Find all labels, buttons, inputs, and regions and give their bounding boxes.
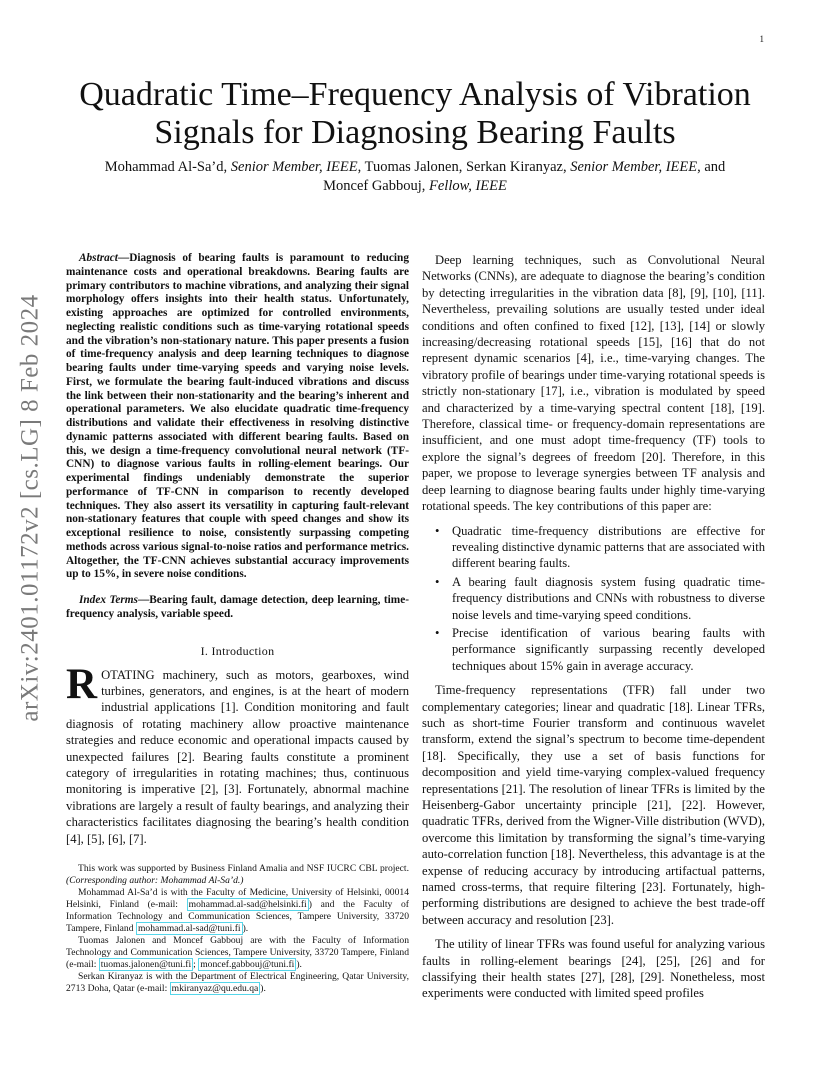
arxiv-watermark (0, 294, 62, 722)
right-paragraph-1: Deep learning techniques, such as Convolutional Neural Networks (CNNs), are adequate to diagnose the bearing’s condition by detecting irregularities in the vibration data [8], [9], [10], [11]. Nevertheless, prevailing solutions are usually tested under ideal conditions and often confined to fixed [12], [13], [14] or slowly increasing/decreasing rotational speeds [15], [16] that do not represent dynamic scenarios [4], i.e., time-varying changes. The vibratory profile of bearings under time-varying rotational speeds is strictly non-stationary [17], i.e., vibration is modulated by speed and characterized by a time-varying spectral content [18], [19]. Therefore, classical time- or frequency-domain representations are insufficient, and one must adopt time-frequency (TF) tools to explore the signal’s degrees of freedom [20]. Therefore, in this paper, we propose to leverage synergies between TF analysis and deep learning to diagnose bearing faults under highly time-varying rotational speeds. The key contributions of this paper are: (422, 253, 765, 514)
abstract-label: Abstract (79, 252, 118, 264)
email-link[interactable]: mohammad.al-sad@tuni.fi (137, 922, 241, 934)
intro-paragraph-1 (66, 660, 409, 847)
list-item-text: A bearing fault diagnosis system fusing quadratic time-frequency distributions and CNNs with robustness to diverse noise levels and time-varying speed conditions. (452, 574, 765, 622)
arxiv-id: arXiv:2401.01172v2 [cs.LG] 8 Feb 2024 (17, 294, 44, 722)
list-item (422, 523, 765, 572)
email-link[interactable]: moncef.gabbouj@tuni.fi (200, 958, 295, 970)
footnote-author-1-text-2: ) and the Faculty of Information Technology and Communication Sciences, Tampere University, 33720 Tampere, Finland (66, 898, 409, 934)
index-terms (66, 594, 409, 622)
author-4-role: Fellow, IEEE (429, 178, 507, 194)
footnote-author-3 (66, 971, 409, 995)
author-and: , and (697, 159, 726, 175)
list-item-text: Precise identification of various bearing faults with performance significantly surpassing recently developed techniques about 15% gain in average accuracy. (452, 625, 765, 673)
abstract (66, 252, 409, 582)
list-item (422, 574, 765, 623)
footnote-author-1 (66, 887, 409, 935)
footnote-author-2 (66, 935, 409, 971)
right-column (422, 252, 765, 1002)
author-list (70, 158, 760, 196)
left-column (66, 252, 409, 995)
drop-cap: R (66, 660, 98, 708)
author-1: Mohammad Al-Sa’d, (104, 159, 231, 175)
footnote-author-2-text-2: ). (296, 958, 302, 970)
abstract-text: —Diagnosis of bearing faults is paramount to reducing maintenance costs and operational breakdowns. Bearing faults are primary contributors to machine vibrations, and analyzing their signal morphology offers insights into their health status. Unfortunately, existing approaches are optimized for controlled environments, neglecting realistic conditions such as time-varying rotational speeds and the vibration’s non-stationary nature. This paper presents a fusion of time-frequency analysis and deep learning techniques to diagnose bearing faults under time-varying speeds and varying noise levels. First, we formulate the bearing fault-induced vibrations and discuss the link between their non-stationarity and the bearing’s inherent and operational parameters. We also elucidate quadratic time-frequency distributions and validate their effectiveness in resolving distinctive dynamic patterns associated with different bearing faults. Based on this, we design a time-frequency convolutional neural network (TF-CNN) to diagnose various faults in rolling-element bearings. Our experimental findings undeniably demonstrate the superior performance of TF-CNN in comparison to recently developed techniques. They also assert its versatility in capturing fault-relevant non-stationary features that couple with speed changes and show its exceptional resilience to noise, consistently surpassing competing methods across various signal-to-noise ratios and performance metrics. Altogether, the TF-CNN achieves substantial accuracy improvements up to 15%, in severe noise conditions. (66, 252, 409, 581)
footnote-corresponding: (Corresponding author: Mohammad Al-Sa’d.) (66, 874, 244, 886)
section-heading-introduction: I. Introduction (200, 643, 275, 658)
bullet-icon: • (435, 625, 440, 640)
email-link[interactable]: mkiranyaz@qu.edu.qa (171, 982, 259, 994)
author-4: Moncef Gabbouj, (323, 178, 430, 194)
bullet-icon: • (435, 574, 440, 589)
footnote-author-2-text: Tuomas Jalonen and Moncef Gabbouj are with the Faculty of Information Technology and Communication Sciences, Tampere University, 33720 Tampere, Finland (e-mail: (66, 934, 409, 970)
contributions-list (422, 523, 765, 675)
footnote-funding-text: This work was supported by Business Finland Amalia and NSF IUCRC CBL project. (78, 862, 409, 874)
right-paragraph-3: The utility of linear TFRs was found useful for analyzing various faults in rolling-element bearings [24], [25], [26] and for classifying their health states [27], [28], [29]. Nonetheless, most experiments were conducted with limited speed profiles (422, 937, 765, 1001)
title-line-2: Signals for Diagnosing Bearing Faults (154, 114, 676, 151)
author-2-3: , Tuomas Jalonen, Serkan Kiranyaz, (357, 159, 571, 175)
paper-title (60, 76, 770, 152)
index-terms-text: —Bearing fault, damage detection, deep learning, time-frequency analysis, variable speed. (66, 594, 409, 620)
footnotes (66, 863, 409, 995)
footnote-author-1-text: Mohammad Al-Sa’d is with the Faculty of Medicine, University of Helsinki, 00014 Helsinki, Finland (e-mail: (66, 886, 409, 910)
email-link[interactable]: tuomas.jalonen@tuni.fi (100, 958, 192, 970)
footnote-author-3-text: Serkan Kiranyaz is with the Department of Electrical Engineering, Qatar University, 2713 Doha, Qatar (e-mail: (66, 970, 409, 994)
list-item (422, 625, 765, 674)
right-paragraph-2: Time-frequency representations (TFR) fall under two complementary categories; linear and quadratic [18]. Linear TFRs, such as short-time Fourier transform and continuous wavelet transform, extend the signal’s spectrum to become time-dependent [18]. Specifically, they use a set of basis functions for decomposition and yield time-varying complex-valued frequency representations [21]. The resolution of linear TFRs is limited by the Heisenberg-Gabor uncertainty principle [21], [22]. However, quadratic TFRs, derived from the Wigner-Ville distribution (WVD), overcome this limitation by transforming the signal’s time-varying auto-correlation function [18]. Nevertheless, this advantage is at the expense of reducing accuracy by introducing artifactual patterns, named cross-terms, that require filtering [23]. Fortunately, high-performing distributions are designed to achieve the best trade-off between accuracy and resolution [23]. (422, 683, 765, 927)
title-line-1: Quadratic Time–Frequency Analysis of Vibration (79, 76, 751, 113)
page-number: 1 (759, 34, 764, 44)
footnote-author-3-text-2: ). (260, 982, 266, 994)
list-item-text: Quadratic time-frequency distributions are effective for revealing distinctive dynamic patterns that are associated with different bearing faults. (452, 523, 765, 571)
author-1-role: Senior Member, IEEE (230, 159, 358, 175)
author-3-role: Senior Member, IEEE (570, 159, 698, 175)
footnote-author-1-text-3: ). (242, 922, 249, 934)
footnote-funding (66, 863, 409, 887)
email-link[interactable]: mohammad.al-sad@helsinki.fi (188, 898, 307, 910)
intro-paragraph-1-text: OTATING machinery, such as motors, gearboxes, wind turbines, generators, and engines, is at the heart of modern industrial applications [1]. Condition monitoring and fault diagnosis of rotating machinery allow proactive maintenance strategies and reduce economic and operational impacts caused by unexpected failures [2]. Bearing faults constitute a prominent category of irregularities in rotating machines; thus, continuous monitoring is imperative [2], [3]. Fortunately, abnormal machine vibrations are largely a result of faulty bearings, and analyzing their characteristics facilitates diagnosing the bearing’s health condition [4], [5], [6], [7]. (66, 667, 409, 846)
bullet-icon: • (435, 523, 440, 538)
index-terms-label: Index Terms (79, 594, 138, 606)
footnote-author-2-sep: ; (193, 958, 199, 970)
